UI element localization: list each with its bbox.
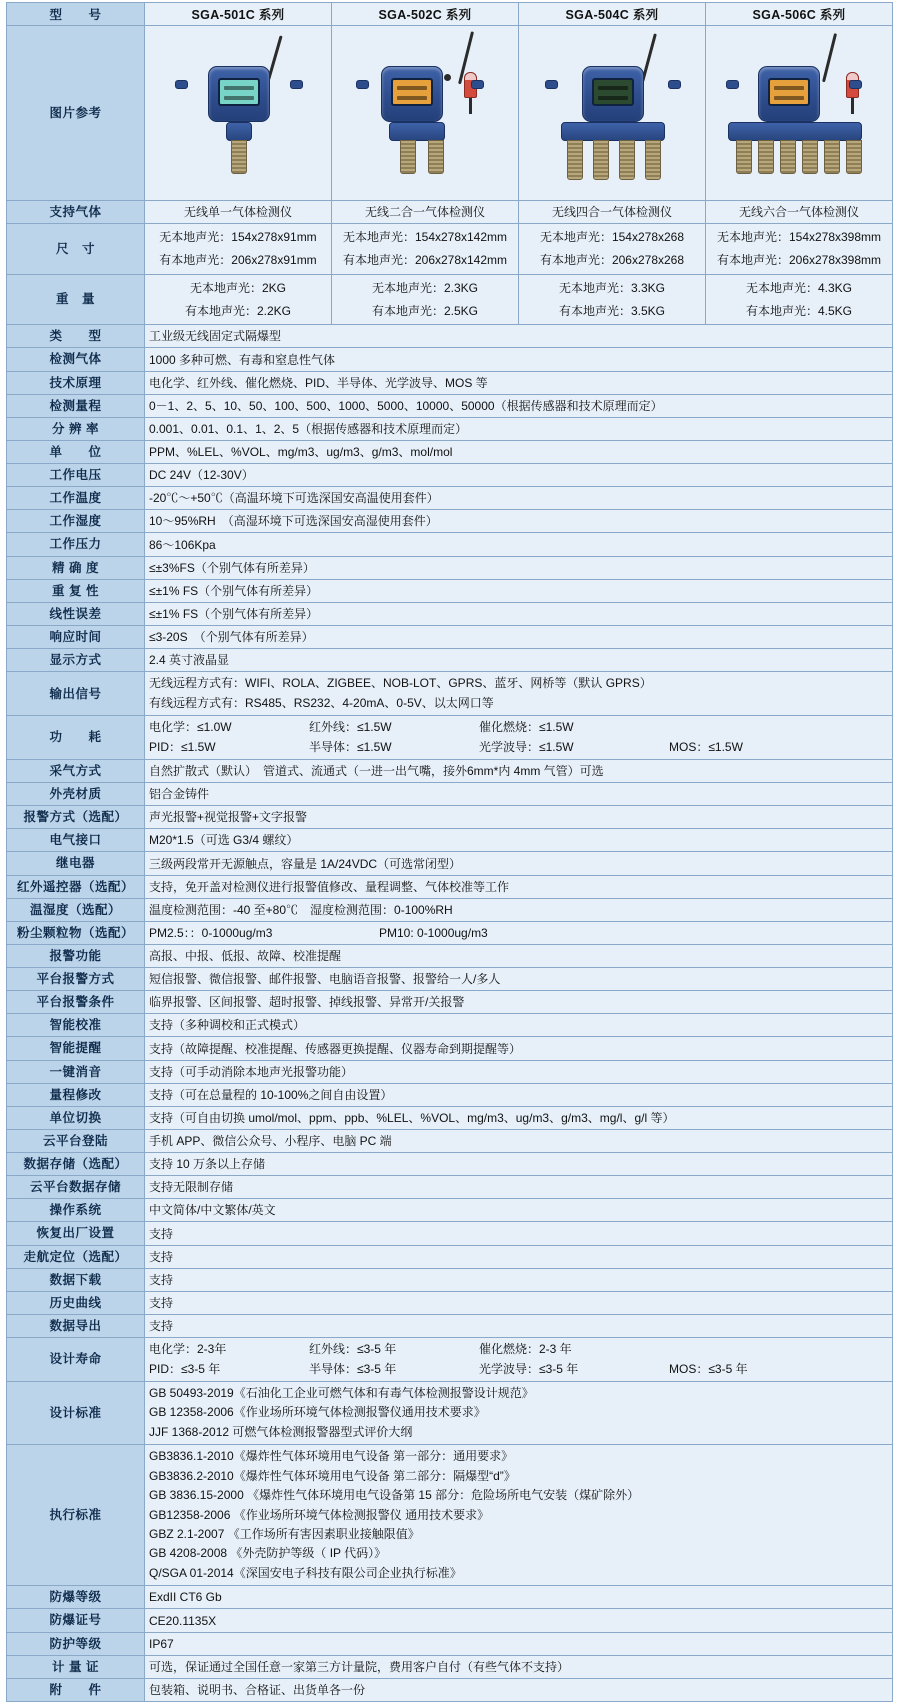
table-row <box>7 625 893 648</box>
row-value-data-download: 支持 <box>145 1268 893 1291</box>
gas-sensor <box>593 140 609 180</box>
table-row <box>7 1655 893 1678</box>
row-label-weight: 重 量 <box>7 274 145 325</box>
gas-sensor <box>736 140 752 174</box>
lifetime-mos: MOS：≤3-5 年 <box>669 1361 748 1376</box>
lifetime-optical: 光学波导：≤3-5 年 <box>479 1361 579 1376</box>
row-label-factory-reset: 恢复出厂设置 <box>7 1222 145 1245</box>
row-label-history-curve: 历史曲线 <box>7 1291 145 1314</box>
row-label-design-standard: 设计标准 <box>7 1381 145 1444</box>
row-label-support-gas: 支持气体 <box>7 201 145 224</box>
table-row <box>7 1060 893 1083</box>
table-row <box>7 875 893 898</box>
table-row <box>7 944 893 967</box>
row-label-cloud-login: 云平台登陆 <box>7 1129 145 1152</box>
table-row <box>7 1222 893 1245</box>
table-row-weight <box>7 274 893 325</box>
row-label-measuring-range: 检测量程 <box>7 394 145 417</box>
row-value-type: 工业级无线固定式隔爆型 <box>145 325 893 348</box>
row-label-pressure: 工作压力 <box>7 533 145 556</box>
row-value-range-modify: 支持（可在总量程的 10-100%之间自由设置） <box>145 1083 893 1106</box>
row-label-unit-switch: 单位切换 <box>7 1106 145 1129</box>
row-value-data-export: 支持 <box>145 1314 893 1337</box>
row-value-repeatability: ≤±1% FS（个别气体有所差异） <box>145 579 893 602</box>
detector-housing <box>381 66 443 122</box>
table-row <box>7 1014 893 1037</box>
row-label-type: 类 型 <box>7 325 145 348</box>
row-label-humidity: 工作湿度 <box>7 510 145 533</box>
lifetime-catalytic: 催化燃烧：2-3 年 <box>479 1342 572 1357</box>
row-label-dust: 粉尘颗粒物（选配） <box>7 921 145 944</box>
row-value-cloud-storage: 支持无限制存储 <box>145 1176 893 1199</box>
table-row <box>7 1314 893 1337</box>
table-row <box>7 898 893 921</box>
power-pid: PID：≤1.5W <box>149 739 216 754</box>
product-image-501c <box>145 26 332 201</box>
row-label-display: 显示方式 <box>7 649 145 672</box>
sensor-manifold <box>389 122 445 141</box>
six-in-one-gas-detector-illustration <box>710 28 890 198</box>
size-504c: 无本地声光：154x278x268 有本地声光：206x278x268 <box>519 224 706 275</box>
specification-table <box>6 2 893 1702</box>
size-501c: 无本地声光：154x278x91mm 有本地声光：206x278x91mm <box>145 224 332 275</box>
power-infrared: 红外线：≤1.5W <box>309 720 392 735</box>
row-value-unit: PPM、%LEL、%VOL、mg/m3、ug/m3、g/m3、mol/mol <box>145 440 893 463</box>
row-value-ex-grade: ExdII CT6 Gb <box>145 1586 893 1609</box>
table-row <box>7 602 893 625</box>
table-row <box>7 1245 893 1268</box>
dust-pm10: PM10: 0-1000ug/m3 <box>379 925 488 940</box>
row-label-temperature: 工作温度 <box>7 487 145 510</box>
row-label-tech-principle: 技术原理 <box>7 371 145 394</box>
row-value-operating-system: 中文简体/中文繁体/英文 <box>145 1199 893 1222</box>
product-image-502c <box>332 26 519 201</box>
power-catalytic: 催化燃烧：≤1.5W <box>479 720 574 735</box>
row-value-design-lifetime <box>145 1338 893 1382</box>
design-standard-item: GB 12358-2006《作业场所环境气体检测报警仪通用技术要求》 <box>149 1405 486 1420</box>
row-label-alarm-function: 报警功能 <box>7 944 145 967</box>
dust-line <box>149 924 888 942</box>
table-row <box>7 1153 893 1176</box>
table-row <box>7 1083 893 1106</box>
row-value-ir-remote: 支持，免开盖对检测仪进行报警值修改、量程调整、气体校准等工作 <box>145 875 893 898</box>
display-screen <box>592 78 634 106</box>
power-line-1 <box>149 718 888 737</box>
row-label-linearity: 线性误差 <box>7 602 145 625</box>
row-value-history-curve: 支持 <box>145 1291 893 1314</box>
row-value-voltage: DC 24V（12-30V） <box>145 464 893 487</box>
table-row-lifetime <box>7 1338 893 1382</box>
row-value-pressure: 86～106Kpa <box>145 533 893 556</box>
table-row <box>7 649 893 672</box>
table-row <box>7 556 893 579</box>
row-value-dust <box>145 921 893 944</box>
weight-502c: 无本地声光：2.3KG 有本地声光：2.5KG <box>332 274 519 325</box>
size-502c: 无本地声光：154x278x142mm 有本地声光：206x278x142mm <box>332 224 519 275</box>
row-value-resolution: 0.001、0.01、0.1、1、2、5（根据传感器和技术原理而定） <box>145 417 893 440</box>
row-label-voltage: 工作电压 <box>7 464 145 487</box>
row-label-output-signal: 输出信号 <box>7 672 145 716</box>
table-row <box>7 533 893 556</box>
mount-bracket-left <box>726 80 739 89</box>
table-row <box>7 991 893 1014</box>
sensor-manifold <box>226 122 252 141</box>
lifetime-electrochemical: 电化学：2-3年 <box>149 1342 227 1357</box>
detector-housing <box>582 66 644 122</box>
row-label-accessories: 附 件 <box>7 1678 145 1701</box>
model-504c: SGA-504C 系列 <box>519 3 706 26</box>
row-value-sampling: 自然扩散式（默认） 管道式、流通式（一进一出气嘴，接外6mm*内 4mm 气管）可选 <box>145 759 893 782</box>
row-label-range-modify: 量程修改 <box>7 1083 145 1106</box>
row-value-response-time: ≤3-20S （个别气体有所差异） <box>145 625 893 648</box>
exec-standard-item: Q/SGA 01-2014《深国安电子科技有限公司企业执行标准》 <box>149 1565 462 1580</box>
product-image-506c <box>706 26 893 201</box>
row-value-ex-certificate: CE20.1135X <box>145 1609 893 1632</box>
exec-standard-item: GB3836.2-2010《爆炸性气体环境用电气设备 第二部分：隔爆型“d”》 <box>149 1468 516 1483</box>
row-label-response-time: 响应时间 <box>7 625 145 648</box>
row-label-data-export: 数据导出 <box>7 1314 145 1337</box>
sensor-manifold <box>561 122 665 141</box>
row-label-model: 型 号 <box>7 3 145 26</box>
lifetime-line-1 <box>149 1340 888 1359</box>
row-value-smart-calibration: 支持（多种调校和正式模式） <box>145 1014 893 1037</box>
table-row <box>7 968 893 991</box>
exec-standard-item: GB3836.1-2010《爆炸性气体环境用电气设备 第一部分：通用要求》 <box>149 1449 514 1464</box>
row-label-image-reference: 图片参考 <box>7 26 145 201</box>
table-row-model <box>7 3 893 26</box>
row-label-exec-standard: 执行标准 <box>7 1445 145 1586</box>
display-screen <box>391 78 433 106</box>
table-row <box>7 417 893 440</box>
row-label-sampling: 采气方式 <box>7 759 145 782</box>
table-row <box>7 1037 893 1060</box>
row-value-one-key-mute: 支持（可手动消除本地声光报警功能） <box>145 1060 893 1083</box>
row-value-unit-switch: 支持（可自由切换 umol/mol、ppm、ppb、%LEL、%VOL、mg/m3、ug/m3、g/m3、mg/l、g/l 等） <box>145 1106 893 1129</box>
single-gas-detector-illustration <box>149 28 329 198</box>
row-label-design-lifetime: 设计寿命 <box>7 1338 145 1382</box>
gas-sensor <box>231 140 247 174</box>
row-value-exec-standard <box>145 1445 893 1586</box>
detector-housing <box>208 66 270 122</box>
table-row <box>7 579 893 602</box>
display-screen <box>768 78 810 106</box>
table-row-design-standard <box>7 1381 893 1444</box>
model-501c: SGA-501C 系列 <box>145 3 332 26</box>
table-row <box>7 1678 893 1701</box>
power-line-2 <box>149 738 888 757</box>
table-row <box>7 829 893 852</box>
row-label-smart-calibration: 智能校准 <box>7 1014 145 1037</box>
row-value-alarm-mode: 声光报警+视觉报警+文字报警 <box>145 806 893 829</box>
row-value-relay: 三级两段常开无源触点，容量是 1A/24VDC（可选常闭型） <box>145 852 893 875</box>
row-value-accessories: 包装箱、说明书、合格证、出货单各一份 <box>145 1678 893 1701</box>
row-label-temp-humidity-option: 温湿度（选配） <box>7 898 145 921</box>
weight-501c: 无本地声光：2KG 有本地声光：2.2KG <box>145 274 332 325</box>
support-gas-504c: 无线四合一气体检测仪 <box>519 201 706 224</box>
weight-506c: 无本地声光：4.3KG 有本地声光：4.5KG <box>706 274 893 325</box>
alarm-pole <box>851 98 854 114</box>
row-label-cloud-storage: 云平台数据存储 <box>7 1176 145 1199</box>
table-row <box>7 1291 893 1314</box>
row-label-one-key-mute: 一键消音 <box>7 1060 145 1083</box>
exec-standard-item: GB 4208-2008 《外壳防护等级（ IP 代码）》 <box>149 1546 387 1561</box>
two-in-one-gas-detector-illustration <box>336 28 516 198</box>
row-label-ex-grade: 防爆等级 <box>7 1586 145 1609</box>
row-value-smart-reminder: 支持（故障提醒、校准提醒、传感器更换提醒、仪器寿命到期提醒等） <box>145 1037 893 1060</box>
output-signal-wireless: 无线远程方式有：WIFI、ROLA、ZIGBEE、NOB-LOT、GPRS、蓝牙、网桥等（默认 GPRS） <box>149 676 652 691</box>
weight-504c: 无本地声光：3.3KG 有本地声光：3.5KG <box>519 274 706 325</box>
row-label-size: 尺 寸 <box>7 224 145 275</box>
row-label-electrical-interface: 电气接口 <box>7 829 145 852</box>
table-row <box>7 348 893 371</box>
gas-sensor <box>428 140 444 174</box>
mount-bracket-left <box>175 80 188 89</box>
row-value-tech-principle: 电化学、红外线、催化燃烧、PID、半导体、光学波导、MOS 等 <box>145 371 893 394</box>
table-row <box>7 1632 893 1655</box>
table-row-power <box>7 716 893 760</box>
gas-sensor <box>400 140 416 174</box>
antenna-knob-icon <box>444 74 451 81</box>
table-row <box>7 1199 893 1222</box>
gas-sensor <box>780 140 796 174</box>
gas-sensor <box>824 140 840 174</box>
row-label-power: 功 耗 <box>7 716 145 760</box>
row-value-design-standard <box>145 1381 893 1444</box>
table-row <box>7 440 893 463</box>
support-gas-506c: 无线六合一气体检测仪 <box>706 201 893 224</box>
exec-standard-item: GB 3836.15-2000 《爆炸性气体环境用电气设备第 15 部分：危险场所电气安装（煤矿除外） <box>149 1488 640 1503</box>
table-row-support-gas <box>7 201 893 224</box>
mount-bracket-right <box>668 80 681 89</box>
gas-sensor <box>619 140 635 180</box>
row-label-mobile-positioning: 走航定位（选配） <box>7 1245 145 1268</box>
sensor-manifold <box>728 122 862 141</box>
row-value-electrical-interface: M20*1.5（可选 G3/4 螺纹） <box>145 829 893 852</box>
table-row-size <box>7 224 893 275</box>
lifetime-infrared: 红外线：≤3-5 年 <box>309 1342 397 1357</box>
gas-sensor <box>567 140 583 180</box>
row-value-data-storage: 支持 10 万条以上存储 <box>145 1153 893 1176</box>
row-value-detect-gas: 1000 多种可燃、有毒和窒息性气体 <box>145 348 893 371</box>
gas-sensor <box>758 140 774 174</box>
row-label-operating-system: 操作系统 <box>7 1199 145 1222</box>
gas-sensor <box>846 140 862 174</box>
exec-standard-item: GBZ 2.1-2007 《工作场所有害因素职业接触限值》 <box>149 1527 420 1541</box>
output-signal-wired: 有线远程方式有：RS485、RS232、4-20mA、0-5V、以太网口等 <box>149 695 494 710</box>
row-label-platform-alarm-mode: 平台报警方式 <box>7 968 145 991</box>
exec-standard-item: GB12358-2006 《作业场所环境气体检测报警仪 通用技术要求》 <box>149 1507 490 1522</box>
table-row-exec-standard <box>7 1445 893 1586</box>
gas-sensor <box>802 140 818 174</box>
display-screen <box>218 78 260 106</box>
table-row <box>7 464 893 487</box>
gas-sensor <box>645 140 661 180</box>
row-label-accuracy: 精 确 度 <box>7 556 145 579</box>
row-label-ex-certificate: 防爆证号 <box>7 1609 145 1632</box>
row-label-platform-alarm-condition: 平台报警条件 <box>7 991 145 1014</box>
mount-bracket-left <box>356 80 369 89</box>
row-value-temp-humidity-option: 温度检测范围：-40 至+80℃ 湿度检测范围：0-100%RH <box>145 898 893 921</box>
table-row-output-signal <box>7 672 893 716</box>
row-value-ip-rating: IP67 <box>145 1632 893 1655</box>
table-row <box>7 394 893 417</box>
table-row <box>7 852 893 875</box>
detector-housing <box>758 66 820 122</box>
design-standard-item: JJF 1368-2012 可燃气体检测报警器型式评价大纲 <box>149 1424 413 1439</box>
power-electrochemical: 电化学：≤1.0W <box>149 720 232 735</box>
mount-bracket-right <box>290 80 303 89</box>
dust-pm25: PM2.5：：0-1000ug/m3 <box>149 925 273 940</box>
row-value-output-signal <box>145 672 893 716</box>
row-value-mobile-positioning: 支持 <box>145 1245 893 1268</box>
row-label-resolution: 分 辨 率 <box>7 417 145 440</box>
model-502c: SGA-502C 系列 <box>332 3 519 26</box>
table-row <box>7 510 893 533</box>
support-gas-501c: 无线单一气体检测仪 <box>145 201 332 224</box>
row-label-repeatability: 重 复 性 <box>7 579 145 602</box>
lifetime-semiconductor: 半导体：≤3-5 年 <box>309 1361 397 1376</box>
table-row <box>7 806 893 829</box>
row-label-ip-rating: 防护等级 <box>7 1632 145 1655</box>
table-row <box>7 1609 893 1632</box>
table-row-images <box>7 26 893 201</box>
row-value-power <box>145 716 893 760</box>
design-standard-item: GB 50493-2019《石油化工企业可燃气体和有毒气体检测报警设计规范》 <box>149 1385 534 1400</box>
power-optical: 光学波导：≤1.5W <box>479 739 574 754</box>
row-value-platform-alarm-condition: 临界报警、区间报警、超时报警、掉线报警、异常开/关报警 <box>145 991 893 1014</box>
model-506c: SGA-506C 系列 <box>706 3 893 26</box>
row-value-humidity: 10～95%RH （高湿环境下可选深国安高湿使用套件） <box>145 510 893 533</box>
table-row-dust <box>7 921 893 944</box>
row-label-alarm-mode: 报警方式（选配） <box>7 806 145 829</box>
row-label-relay: 继电器 <box>7 852 145 875</box>
row-label-metrology-certificate: 计 量 证 <box>7 1655 145 1678</box>
table-row <box>7 1586 893 1609</box>
table-row <box>7 1129 893 1152</box>
lifetime-pid: PID：≤3-5 年 <box>149 1361 221 1376</box>
row-value-metrology-certificate: 可选，保证通过全国任意一家第三方计量院，费用客户自付（有些气体不支持） <box>145 1655 893 1678</box>
power-semiconductor: 半导体：≤1.5W <box>309 739 392 754</box>
row-value-platform-alarm-mode: 短信报警、微信报警、邮件报警、电脑语音报警、报警给一人/多人 <box>145 968 893 991</box>
mount-bracket-left <box>545 80 558 89</box>
row-value-linearity: ≤±1% FS（个别气体有所差异） <box>145 602 893 625</box>
table-row <box>7 371 893 394</box>
row-label-shell-material: 外壳材质 <box>7 783 145 806</box>
row-value-temperature: -20℃～+50℃（高温环境下可选深国安高温使用套件） <box>145 487 893 510</box>
table-row <box>7 783 893 806</box>
table-row <box>7 759 893 782</box>
table-row <box>7 1106 893 1129</box>
antenna-icon <box>822 33 837 82</box>
power-mos: MOS：≤1.5W <box>669 739 743 754</box>
size-506c: 无本地声光：154x278x398mm 有本地声光：206x278x398mm <box>706 224 893 275</box>
row-label-ir-remote: 红外遥控器（选配） <box>7 875 145 898</box>
row-value-factory-reset: 支持 <box>145 1222 893 1245</box>
alarm-pole <box>469 98 472 114</box>
row-label-data-storage: 数据存储（选配） <box>7 1153 145 1176</box>
row-value-alarm-function: 高报、中报、低报、故障、校准提醒 <box>145 944 893 967</box>
row-value-measuring-range: 0－1、2、5、10、50、100、500、1000、5000、10000、50000（根据传感器和技术原理而定） <box>145 394 893 417</box>
product-image-504c <box>519 26 706 201</box>
mount-bracket-right <box>849 80 862 89</box>
row-label-smart-reminder: 智能提醒 <box>7 1037 145 1060</box>
lifetime-line-2 <box>149 1360 888 1379</box>
table-row <box>7 1176 893 1199</box>
table-row <box>7 1268 893 1291</box>
support-gas-502c: 无线二合一气体检测仪 <box>332 201 519 224</box>
mount-bracket-right <box>471 80 484 89</box>
row-value-shell-material: 铝合金铸件 <box>145 783 893 806</box>
table-row <box>7 325 893 348</box>
row-label-data-download: 数据下载 <box>7 1268 145 1291</box>
row-label-unit: 单 位 <box>7 440 145 463</box>
table-row <box>7 487 893 510</box>
row-value-cloud-login: 手机 APP、微信公众号、小程序、电脑 PC 端 <box>145 1129 893 1152</box>
row-label-detect-gas: 检测气体 <box>7 348 145 371</box>
row-value-accuracy: ≤±3%FS（个别气体有所差异） <box>145 556 893 579</box>
four-in-one-gas-detector-illustration <box>523 28 703 198</box>
row-value-display: 2.4 英寸液晶显 <box>145 649 893 672</box>
